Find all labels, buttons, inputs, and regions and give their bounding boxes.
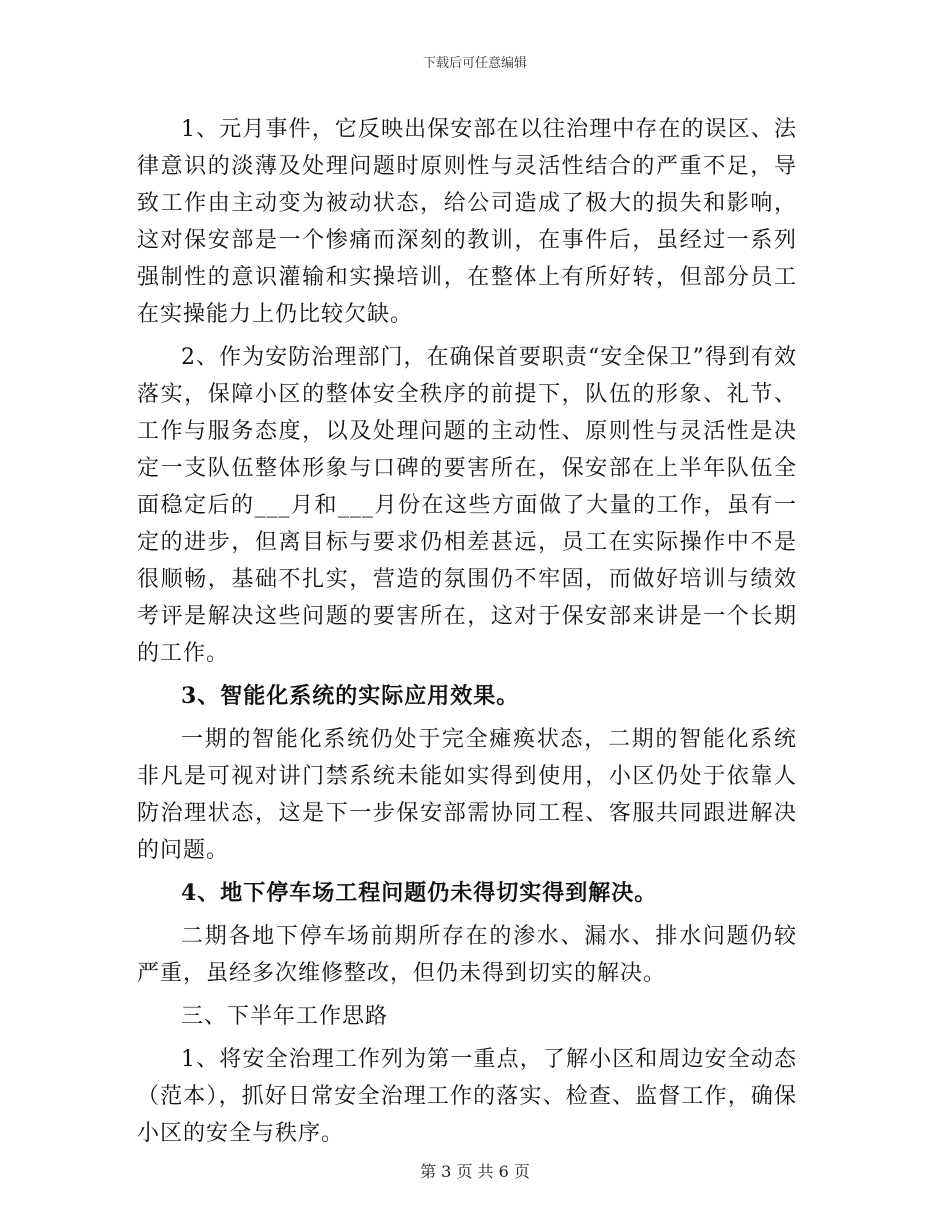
paragraph-4: 二期各地下停车场前期所存在的渗水、漏水、排水问题仍较严重，虽经多次维修整改，但仍未得到切实的解决。: [137, 924, 797, 986]
section-heading-next-half: 三、下半年工作思路: [181, 1004, 389, 1029]
paragraph-2: 2、作为安防治理部门，在确保首要职责“安全保卫”得到有效落实，保障小区的整体安全秩序的前提下，队伍的形象、礼节、工作与服务态度，以及处理问题的主动性、原则性与灵活性是决定一支队伍整体形象与口碑的要害所在，保安部在上半年队伍全面稳定后的___月和___月份在这些方面做了大量的工作，虽有一定的进步，但离目标与要求仍相差甚远，员工在实际操作中不是很顺畅，基础不扎实，营造的氛围仍不牢固，而做好培训与绩效考评是解决这些问题的要害所在，这对于保安部来讲是一个长期的工作。: [137, 345, 797, 666]
paragraph-1: 1、元月事件，它反映出保安部在以往治理中存在的误区、法律意识的淡薄及处理问题时原则性与灵活性结合的严重不足，导致工作由主动变为被动状态，给公司造成了极大的损失和影响，这对保安部是一个惨痛而深刻的教训，在事件后，虽经过一系列强制性的意识灌输和实操培训，在整体上有所好转，但部分员工在实操能力上仍比较欠缺。: [137, 117, 797, 327]
section-heading-3: 3、智能化系统的实际应用效果。: [181, 683, 520, 709]
section-heading-4: 4、地下停车场工程问题仍未得切实得到解决。: [181, 880, 658, 906]
document-body: [137, 111, 797, 1152]
paragraph-3: 一期的智能化系统仍处于完全瘫痪状态，二期的智能化系统非凡是可视对讲门禁系统未能如实得到使用，小区仍处于依靠人防治理状态，这是下一步保安部需协同工程、客服共同跟进解决的问题。: [137, 727, 797, 863]
paragraph-5: 1、将安全治理工作列为第一重点，了解小区和周边安全动态（范本），抓好日常安全治理工作的落实、检查、监督工作，确保小区的安全与秩序。: [137, 1047, 797, 1146]
page-header: 下载后可任意编辑: [422, 56, 527, 71]
page-footer: 第 3 页 共 6 页: [420, 1162, 530, 1181]
